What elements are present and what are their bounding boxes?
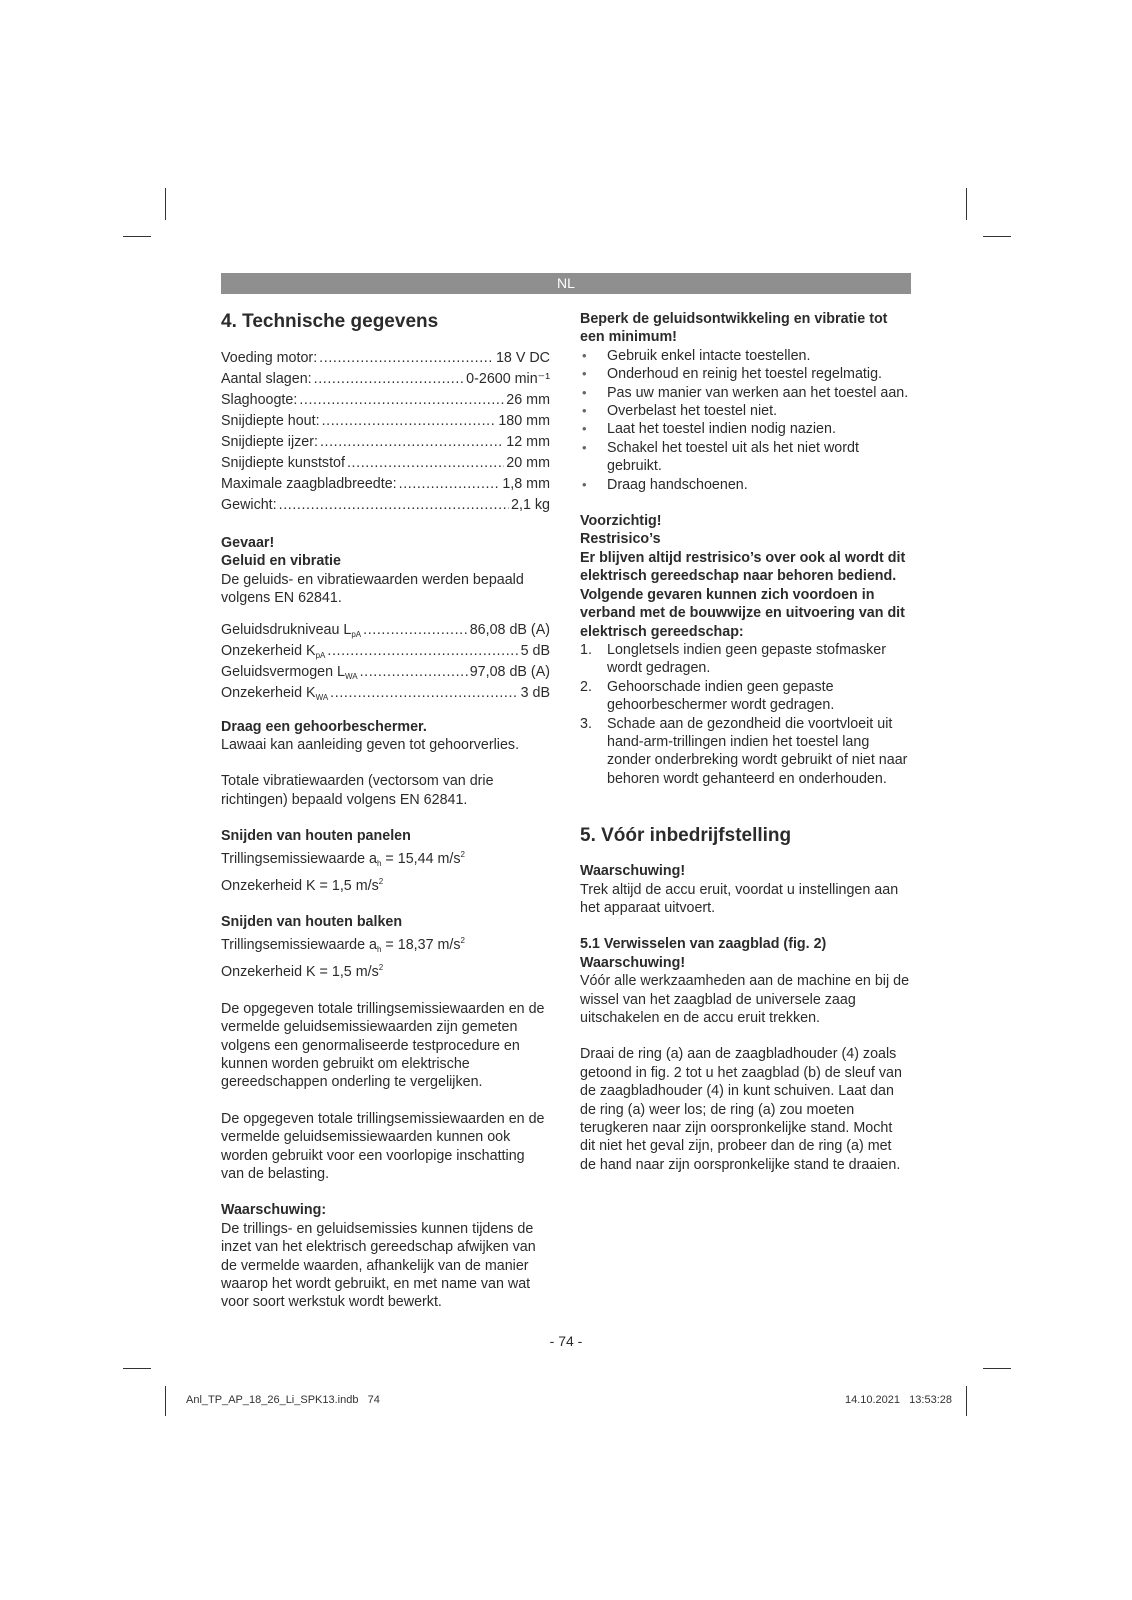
noise-spec-subscript: pA [351,629,362,639]
noise-title: Geluid en vibratie [221,553,341,570]
crop-mark [123,1368,151,1369]
footer-date: 14.10.2021 13:53:28 [844,1394,952,1406]
risk-text: Gehoorschade indien geen gepaste gehoorbeschermer wordt gedragen. [607,678,835,714]
paragraph: De opgegeven totale trillingsemissiewaarden en de vermelde geluidsemissiewaarden kunnen ook worden gebruikt voor een voorlopige inschatting van de belasting. [221,1110,545,1182]
risk-text: Longletsels indien geen gepaste stofmasker wordt gedragen. [607,641,886,677]
risk-item [580,678,911,715]
bullet-item: • Pas uw manier van werken aan het toestel aan. [580,384,911,402]
right-column [580,310,911,1174]
noise-spec-value: 86,08 dB (A) [469,621,550,638]
section-title: 5. Vóór inbedrijfstelling [580,825,792,847]
risk-item [580,641,911,678]
noise-text: De geluids- en vibratiewaarden werden bepaald volgens EN 62841. [221,571,524,607]
noise-spec-row [221,662,550,683]
risk-text: Er blijven altijd restrisico’s over ook al wordt dit elektrisch gereedschap naar behoren bediend. Volgende gevaren kunnen zich voordoen in verband met de bouwwijze en uitvoering van dit elektrisch gereedschap: [580,549,906,640]
ear-protection-title: Draag een gehoorbeschermer. [221,718,427,735]
spec-label: Aantal slagen: [221,371,312,387]
leader-dots [319,348,494,369]
spec-value: 12 mm [506,434,550,450]
crop-mark [966,188,967,220]
spec-label: Snijdiepte kunststof [221,455,345,471]
spec-value: 20 mm [506,455,550,471]
bullet-item: • Laat het toestel indien nodig nazien. [580,420,911,438]
warning-text: Trek altijd de accu eruit, voordat u instellingen aan het apparaat uitvoert. [580,881,899,916]
panels-uncertainty: Onzekerheid K = 1,5 $m/s^2$ [221,877,384,895]
leader-dots [279,495,509,516]
bullet-item: • Draag handschoenen. [580,476,911,494]
noise-spec-subscript: WA [315,692,329,702]
page-number: - 74 - [549,1333,583,1349]
limit-title: Beperk de geluidsontwikkeling en vibratie tot een minimum! [580,311,888,346]
leader-dots [399,474,501,495]
leader-dots [347,453,504,474]
spec-row [221,432,550,453]
language-bar: NL [221,273,911,294]
bullet-item: • Overbelast het toestel niet. [580,402,911,420]
crop-mark [966,1386,967,1416]
bullet-item: • Schakel het toestel uit als het niet wordt gebruikt. [580,439,911,476]
risk-item [580,715,911,789]
left-column [221,310,550,1312]
spec-value: 26 mm [506,392,550,408]
noise-spec-row [221,620,550,641]
spec-row [221,495,550,516]
risk-number: 2. [580,678,592,695]
noise-spec-name: Geluidsvermogen L [221,663,345,680]
risk-list [580,641,911,788]
spec-value: 2,1 kg [511,497,550,513]
caution-title: Voorzichtig! [580,513,662,530]
beams-emission: Trillingsemissiewaarde $a_h = 18,37$ $m/s^2$ [221,935,465,954]
noise-spec-name: Onzekerheid K [221,684,316,701]
spec-value: 1,8 mm [502,476,550,492]
noise-spec-subscript: WA [344,671,358,681]
panels-title: Snijden van houten panelen [221,828,411,845]
footer-file: Anl_TP_AP_18_26_Li_SPK13.indb 74 [186,1394,380,1406]
spec-row [221,453,550,474]
bullet-list [580,347,911,494]
crop-mark [165,188,166,220]
noise-spec-value: 5 dB [520,642,550,659]
risk-number: 3. [580,715,592,732]
spec-list [221,348,550,516]
noise-spec-name: Geluidsdrukniveau L [221,621,352,638]
warning-text: De trillings- en geluidsemissies kunnen tijdens de inzet van het elektrisch gereedschap afwijken van de vermelde waarden, afhankelijk van de manier waarop het wordt gebruikt, en met name van wat voor soort werkstuk wordt bewerkt. [221,1220,536,1311]
leader-dots [330,683,518,704]
warning-title: Waarschuwing! [580,954,686,971]
spec-row [221,369,550,390]
spec-label: Voeding motor: [221,350,318,366]
spec-row [221,411,550,432]
warning-title: Waarschuwing: [221,1202,327,1219]
crop-mark [123,236,151,237]
leader-dots [320,432,504,453]
leader-dots [360,662,468,683]
warning-text: Vóór alle werkzaamheden aan de machine en bij de wissel van het zaagblad de universele zaag uitschakelen en de accu eruit trekken. [580,973,910,1026]
spec-value: 180 mm [498,413,550,429]
noise-spec-value: 97,08 dB (A) [469,663,550,680]
blade-instructions: Draai de ring (a) aan de zaagbladhouder (4) zoals getoond in fig. 2 tot u het zaagblad (b) de sleuf van de zaagbladhouder (4) in kunt schuiven. Laat dan de ring (a) weer los; de ring (a) zou moeten terugkeren naar zijn oorspronkelijke stand. Mocht dit niet het geval zijn, probeer dan de ring (a) met de hand naar zijn oorspronkelijke stand te draaien. [580,1046,902,1173]
noise-spec-label [221,641,325,662]
risk-title: Restrisico’s [580,531,661,548]
spec-label: Slaghoogte: [221,392,298,408]
spec-label: Snijdiepte ijzer: [221,434,318,450]
beams-title: Snijden van houten balken [221,914,403,931]
spec-label: Gewicht: [221,497,277,513]
panels-emission: Trillingsemissiewaarde $a_h = 15,44$ $m/s^2$ [221,849,465,868]
crop-mark [165,1386,166,1416]
spec-label: Maximale zaagbladbreedte: [221,476,397,492]
beams-uncertainty: Onzekerheid K = 1,5 $m/s^2$ [221,963,384,981]
leader-dots [322,411,497,432]
spec-value: 18 V DC [495,350,550,366]
bullet-item: • Gebruik enkel intacte toestellen. [580,347,911,365]
ear-protection-text: Lawaai kan aanleiding geven tot gehoorverlies. [221,737,520,754]
spec-label: Snijdiepte hout: [221,413,320,429]
section-title: 4. Technische gegevens [221,311,439,332]
noise-spec-label [221,683,328,704]
risk-number: 1. [580,641,592,658]
risk-text: Schade aan de gezondheid die voortvloeit uit hand-arm-trillingen indien het toestel lang zonder onderbreking wordt gebruikt of niet naar behoren wordt gehanteerd en onderhouden. [607,715,908,787]
spec-value: 0-2600 min⁻¹ [466,371,550,387]
noise-spec-list [221,620,550,704]
danger-title: Gevaar! [221,535,275,551]
noise-spec-label [221,662,358,683]
subsection-title: 5.1 Verwisselen van zaagblad (fig. 2) [580,936,827,953]
vibration-text: Totale vibratiewaarden (vectorsom van drie richtingen) bepaald volgens EN 62841. [221,773,494,808]
spec-row [221,474,550,495]
spec-row [221,390,550,411]
bullet-item: • Onderhoud en reinig het toestel regelmatig. [580,365,911,383]
noise-spec-value: 3 dB [520,684,550,701]
noise-spec-name: Onzekerheid K [221,642,316,659]
spec-row [221,348,550,369]
paragraph: De opgegeven totale trillingsemissiewaarden en de vermelde geluidsemissiewaarden zijn gemeten volgens een genormaliseerde testprocedure en kunnen worden gebruikt om elektrische gereedschappen onderling te vergelijken. [221,1000,545,1091]
leader-dots [363,620,468,641]
noise-spec-row [221,641,550,662]
leader-dots [299,390,504,411]
leader-dots [314,369,465,390]
crop-mark [983,1368,1011,1369]
warning-title: Waarschuwing! [580,863,686,880]
leader-dots [327,641,518,662]
noise-spec-row [221,683,550,704]
crop-mark [983,236,1011,237]
noise-spec-subscript: pA [315,650,326,660]
noise-spec-label [221,620,361,641]
